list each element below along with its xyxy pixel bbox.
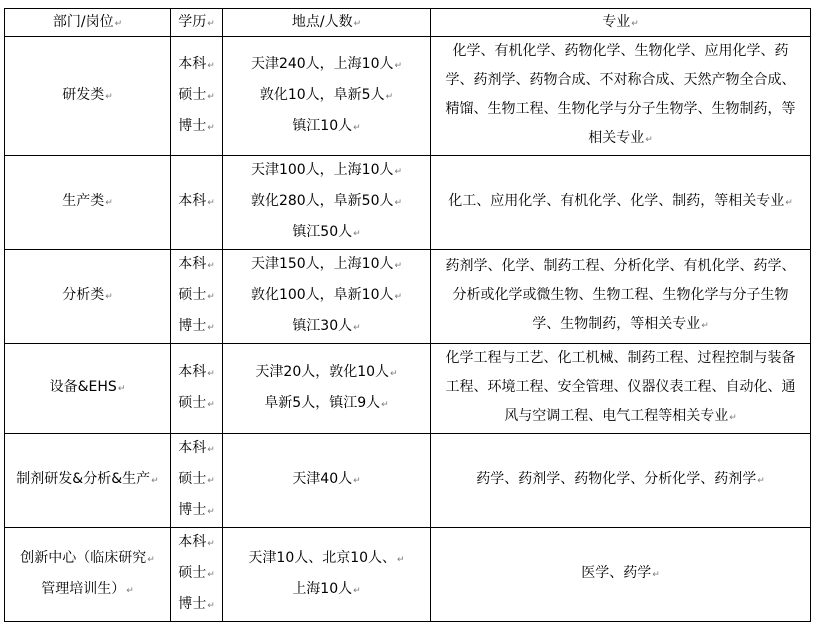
paragraph-mark: ↵ <box>353 476 361 486</box>
degree-cell <box>171 344 223 434</box>
header-row <box>5 9 811 37</box>
paragraph-mark: ↵ <box>207 445 215 455</box>
major-cell <box>431 434 811 528</box>
paragraph-mark: ↵ <box>207 261 215 271</box>
degree-line: 硕士↵ <box>178 394 215 411</box>
major-line: 工程、环境工程、安全管理、仪器仪表工程、自动化、通 <box>445 379 796 395</box>
paragraph-mark: ↵ <box>117 384 126 394</box>
location-cell <box>223 37 431 156</box>
dept-cell <box>5 344 171 434</box>
degree-line: 本科↵ <box>178 256 215 272</box>
degree-line: 硕士↵ <box>178 287 215 303</box>
degree-line: 本科↵ <box>178 55 215 72</box>
dept-cell <box>5 528 171 622</box>
location-line: 镇江10人↵ <box>292 117 361 134</box>
degree-cell <box>171 156 223 250</box>
location-line: 阜新5人，镇江9人↵ <box>264 394 389 411</box>
degree-line: 硕士↵ <box>178 86 215 103</box>
degree-line: 本科↵ <box>178 440 215 456</box>
paragraph-mark: ↵ <box>701 321 709 331</box>
degree-line: 硕士↵ <box>178 471 215 487</box>
paragraph-mark: ↵ <box>151 476 159 486</box>
paragraph-mark: ↵ <box>394 167 403 177</box>
paragraph-mark: ↵ <box>757 476 765 486</box>
paragraph-mark: ↵ <box>207 601 215 611</box>
header-location: 地点/人数↵ <box>223 9 431 37</box>
location-cell <box>223 250 431 344</box>
table-row <box>5 528 811 622</box>
location-cell <box>223 344 431 434</box>
dept-line: 设备&EHS↵ <box>49 379 126 395</box>
major-cell <box>431 528 811 622</box>
major-line: 精馏、生物工程、生物化学与分子生物学、生物制药，等 <box>445 101 796 117</box>
dept-line: 管理培训生）↵ <box>41 580 134 597</box>
dept-cell <box>5 156 171 250</box>
paragraph-mark: ↵ <box>105 292 113 302</box>
table-row <box>5 37 811 156</box>
paragraph-mark: ↵ <box>126 585 134 596</box>
location-line: 天津20人，敦化10人↵ <box>255 363 398 380</box>
paragraph-mark: ↵ <box>353 323 361 333</box>
paragraph-mark: ↵ <box>207 292 215 302</box>
degree-cell <box>171 37 223 156</box>
major-line: 学、药剂学、药物合成、不对称合成、天然产物全合成、 <box>445 72 796 88</box>
major-line: 学、生物制药，等相关专业↵ <box>532 316 709 332</box>
degree-line: 博士↵ <box>178 596 215 612</box>
paragraph-mark: ↵ <box>394 198 403 208</box>
table-row <box>5 344 811 434</box>
major-line: 医学、药学↵ <box>581 565 660 581</box>
paragraph-mark: ↵ <box>207 60 215 71</box>
major-line: 化学、有机化学、药物化学、生物化学、应用化学、药 <box>452 43 789 59</box>
degree-line: 本科↵ <box>178 193 215 209</box>
degree-line: 硕士↵ <box>178 565 215 581</box>
paragraph-mark: ↵ <box>729 413 737 423</box>
dept-cell <box>5 250 171 344</box>
major-cell <box>431 156 811 250</box>
dept-line: 生产类↵ <box>62 193 113 209</box>
degree-cell <box>171 434 223 528</box>
degree-cell <box>171 250 223 344</box>
paragraph-mark: ↵ <box>207 122 215 133</box>
major-line: 分析或化学或微生物、生物工程、生物化学与分子生物 <box>452 287 789 303</box>
location-line: 天津150人，上海10人↵ <box>250 256 403 272</box>
major-cell <box>431 344 811 434</box>
major-line: 药学、药剂学、药物化学、分析化学、药剂学↵ <box>476 471 765 487</box>
table-row <box>5 434 811 528</box>
location-line: 敦化280人，阜新50人↵ <box>250 193 403 209</box>
location-line: 敦化10人，阜新5人↵ <box>259 86 394 103</box>
location-cell <box>223 528 431 622</box>
paragraph-mark: ↵ <box>390 368 398 379</box>
location-cell <box>223 156 431 250</box>
degree-line: 博士↵ <box>178 117 215 134</box>
degree-line: 博士↵ <box>178 502 215 518</box>
table-row <box>5 250 811 344</box>
location-line: 天津240人，上海10人↵ <box>250 55 403 72</box>
location-cell <box>223 434 431 528</box>
header-dept: 部门/岗位↵ <box>5 9 171 37</box>
location-line: 镇江30人↵ <box>292 318 361 334</box>
paragraph-mark: ↵ <box>207 198 215 208</box>
major-line: 相关专业↵ <box>588 130 653 146</box>
major-line: 化学工程与工艺、化工机械、制药工程、过程控制与装备 <box>445 350 796 366</box>
paragraph-mark: ↵ <box>207 570 215 580</box>
paragraph-mark: ↵ <box>207 91 215 102</box>
header-degree: 学历↵ <box>171 9 223 37</box>
paragraph-mark: ↵ <box>381 399 389 410</box>
paragraph-mark: ↵ <box>207 368 215 379</box>
paragraph-mark: ↵ <box>105 198 113 208</box>
paragraph-mark: ↵ <box>353 585 361 596</box>
dept-line: 创新中心（临床研究↵ <box>20 549 155 566</box>
paragraph-mark: ↵ <box>397 554 405 565</box>
dept-cell <box>5 37 171 156</box>
major-line: 风与空调工程、电气工程等相关专业↵ <box>504 408 737 424</box>
paragraph-mark: ↵ <box>394 292 403 302</box>
major-line: 化工、应用化学、有机化学、化学、制药，等相关专业↵ <box>448 193 793 209</box>
dept-line: 制剂研发&分析&生产↵ <box>16 471 159 487</box>
degree-cell <box>171 528 223 622</box>
location-line: 镇江50人↵ <box>292 224 361 240</box>
dept-cell <box>5 434 171 528</box>
location-line: 上海10人↵ <box>292 580 361 597</box>
paragraph-mark: ↵ <box>207 476 215 486</box>
location-line: 敦化100人，阜新10人↵ <box>250 287 403 303</box>
dept-line: 研发类↵ <box>62 86 113 103</box>
paragraph-mark: ↵ <box>652 570 660 580</box>
header-major: 专业↵ <box>431 9 811 37</box>
location-line: 天津10人、北京10人、↵ <box>248 549 405 566</box>
major-cell <box>431 250 811 344</box>
recruitment-table <box>4 8 811 622</box>
location-line: 天津100人，上海10人↵ <box>250 162 403 178</box>
degree-line: 博士↵ <box>178 318 215 334</box>
major-cell <box>431 37 811 156</box>
paragraph-mark: ↵ <box>785 198 793 208</box>
paragraph-mark: ↵ <box>207 323 215 333</box>
table-row <box>5 156 811 250</box>
paragraph-mark: ↵ <box>105 91 113 102</box>
paragraph-mark: ↵ <box>385 91 394 102</box>
paragraph-mark: ↵ <box>207 539 215 549</box>
paragraph-mark: ↵ <box>353 229 361 239</box>
paragraph-mark: ↵ <box>394 261 403 271</box>
dept-line: 分析类↵ <box>62 287 113 303</box>
paragraph-mark: ↵ <box>207 507 215 517</box>
paragraph-mark: ↵ <box>353 122 361 133</box>
paragraph-mark: ↵ <box>645 135 653 145</box>
paragraph-mark: ↵ <box>207 399 215 410</box>
paragraph-mark: ↵ <box>147 554 155 565</box>
degree-line: 本科↵ <box>178 534 215 550</box>
paragraph-mark: ↵ <box>394 60 403 71</box>
degree-line: 本科↵ <box>178 363 215 380</box>
major-line: 药剂学、化学、制药工程、分析化学、有机化学、药学、 <box>445 258 796 274</box>
location-line: 天津40人↵ <box>292 471 361 487</box>
